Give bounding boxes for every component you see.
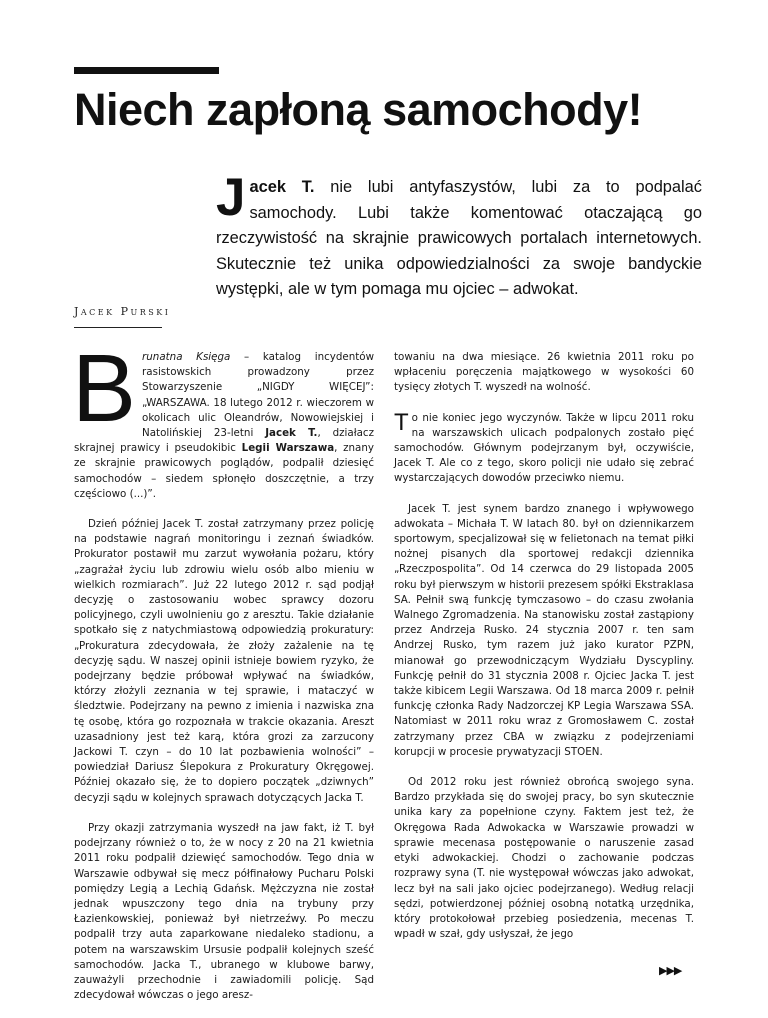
left-column (72, 335, 375, 1018)
left-paragraph-3: Przy okazji zatrzymania wyszedł na jaw fakt, iż T. był podejrzany również o to, że w nocy z 20 na 21 kwietnia 2011 roku podpalił dziewięć samochodów. Tego dnia w Warszawie odbywał się mecz półfinałowy Pucharu Polski pomiędzy Legią a Lechią Gdańsk. Mężczyzna nie został jednak wpuszczony tego dnia na trybuny przy Łazienkowskiej, ponieważ był nietrzeźwy. Po meczu podpalił trzy auta zaparkowane niedaleko stadionu, a potem na warszawskim Ursusie podpalił kolejnych sześć samochodów. Jacka T., ubranego w klubowe barwy, zauważyli przechodnie i zawiadomili policję. Sąd zdecydował wówczas o jego aresz- (74, 821, 374, 1002)
right-paragraph-1: towaniu na dwa miesiące. 26 kwietnia 2011 roku po wpłaceniu poręczenia majątkowego w wysokości 60 tysięcy złotych T. wyszedł na wolność. (394, 351, 694, 394)
lead-paragraph (216, 168, 702, 303)
lead-text: nie lubi antyfaszystów, lubi za to podpalać samochody. Lubi także komentować otaczającą go rzeczywistość na skrajnie prawicowych portalach internetowych. Skutecznie też unika odpowiedzialności za swoje bandyckie występki, ale w tym pomaga mu ojciec – adwokat. (216, 178, 702, 298)
right-paragraph-2: To nie koniec jego wyczynów. Także w lipcu 2011 roku na warszawskich ulicach podpalonych zostało pięć samochodów. Głównym podejrzanym był, oczywiście, Jacek T. Ale co z tego, skoro policji nie udało się zebrać wystarczających dowodów przeciwko niemu. (394, 408, 694, 485)
left-paragraph-1: Brunatna Księga – katalog incydentów rasistowskich prowadzony przez Stowarzyszenie „NIGDY WIĘCEJ”: „WARSZAWA. 18 lutego 2012 r. wieczorem w okolicach ulic Oleandrów, Nowowiejskiej i Natolińskiej 23-letni Jacek T., działacz skrajnej prawicy i pseudokibic Legii Warszawa, znany ze skrajnie prawicowych poglądów, podpalił dziesięć samochodów – siedem spłonęło doszczętnie, a trzy częściowo (...)”. (72, 335, 375, 500)
author-rule (74, 327, 162, 328)
continue-arrows-icon: ▶▶▶ (659, 964, 682, 977)
left-paragraph-2: Dzień później Jacek T. został zatrzymany przez policję na podstawie nagrań monitoringu i zeznań świadków. Prokurator postawił mu zarzut wywołania pożaru, który „zagrażał życiu lub zdrowiu wielu osób albo mieniu w wielkich rozmiarach”. Już 22 lutego 2012 r. sąd podjął decyzję o zastosowaniu wobec sprawcy dozoru policyjnego, czyli uwolnieniu go z aresztu. Takie działanie spotkało się z natychmiastową odpowiedzią prokuratury: „Prokuratura zdecydowała, że złoży zażalenie na tę decyzję sądu. W naszej opinii istnieje bowiem ryzyko, że podejrzany będzie próbował wpływać na świadków, którzy złożyli zeznania w tej sprawie, i mataczyć w śledztwie. Podejrzany na pewno z imienia i nazwiska zna tę osobę, która go rozpoznała w trakcie okazania. Areszt uzasadniony jest też karą, która grozi za zarzucony Jackowi T. czyn – do 10 lat pozbawienia wolności” – powiedział Dariusz Ślepokura z Prokuratury Okręgowej. Później okazało się, że to dopiero początek „dziwnych” decyzji sądu w kolejnych sprawach dotyczących Jacka T. (74, 518, 374, 804)
author-byline: Jacek Purski (74, 305, 171, 318)
lead-name: acek T. (249, 178, 315, 196)
drop-cap-b: B (72, 335, 137, 442)
lead-drop-cap: J (216, 168, 246, 227)
title-rule (74, 67, 219, 74)
right-column (394, 350, 694, 957)
article-title: Niech zapłoną samochody! (74, 84, 643, 135)
right-paragraph-4: Od 2012 roku jest również obrońcą swojego syna. Bardzo przykłada się do swojej pracy, bo syn skutecznie unika kary za popełnione czyny. Faktem jest też, że Okręgowa Rada Adwokacka w Warszawie prowadzi w sprawie mecenasa postępowanie o naruszenie zasad etyki adwokackiej. Chodzi o zachowanie podczas rozprawy syna (T. nie występował wówczas jako adwokat, lecz był na sali jako ojciec podejrzanego). Według relacji sędzi, potwierdzonej później osobną notatką urzędnika, który protokołował przebieg posiedzenia, mecenas T. wpadł w szał, gdy usłyszał, że jego (394, 776, 694, 941)
drop-cap-t: T (394, 408, 409, 436)
right-paragraph-3: Jacek T. jest synem bardzo znanego i wpływowego adwokata – Michała T. W latach 80. był on dziennikarzem sportowym, specjalizował się w felietonach na temat piłki nożnej pisanych dla sportowej redakcji dziennika „Rzeczpospolita”. Od 14 czerwca do 29 listopada 2005 roku był pierwszym w historii prezesem spółki Ekstraklasa SA. Pełnił swą funkcję tymczasowo – do czasu zwołania Walnego Zgromadzenia. Na stanowisku został zastąpiony przez Andrzeja Rusko. 24 stycznia 2007 r. ten sam Andrzej Rusko, tym razem już jako kurator PZPN, mianował go przewodniczącym Wydziału Dyscypliny. Funkcję pełnił do 31 stycznia 2008 r. Ojciec Jacka T. jest także kibicem Legii Warszawa. Od 18 marca 2009 r. pełnił funkcję członka Rady Nadzorczej KP Legia Warszawa SSA. Natomiast w 2011 roku wraz z Gromosławem C. został zatrzymany przez CBA w związku z podejrzeniami korupcji w procesie prywatyzacji STOEN. (394, 502, 694, 758)
